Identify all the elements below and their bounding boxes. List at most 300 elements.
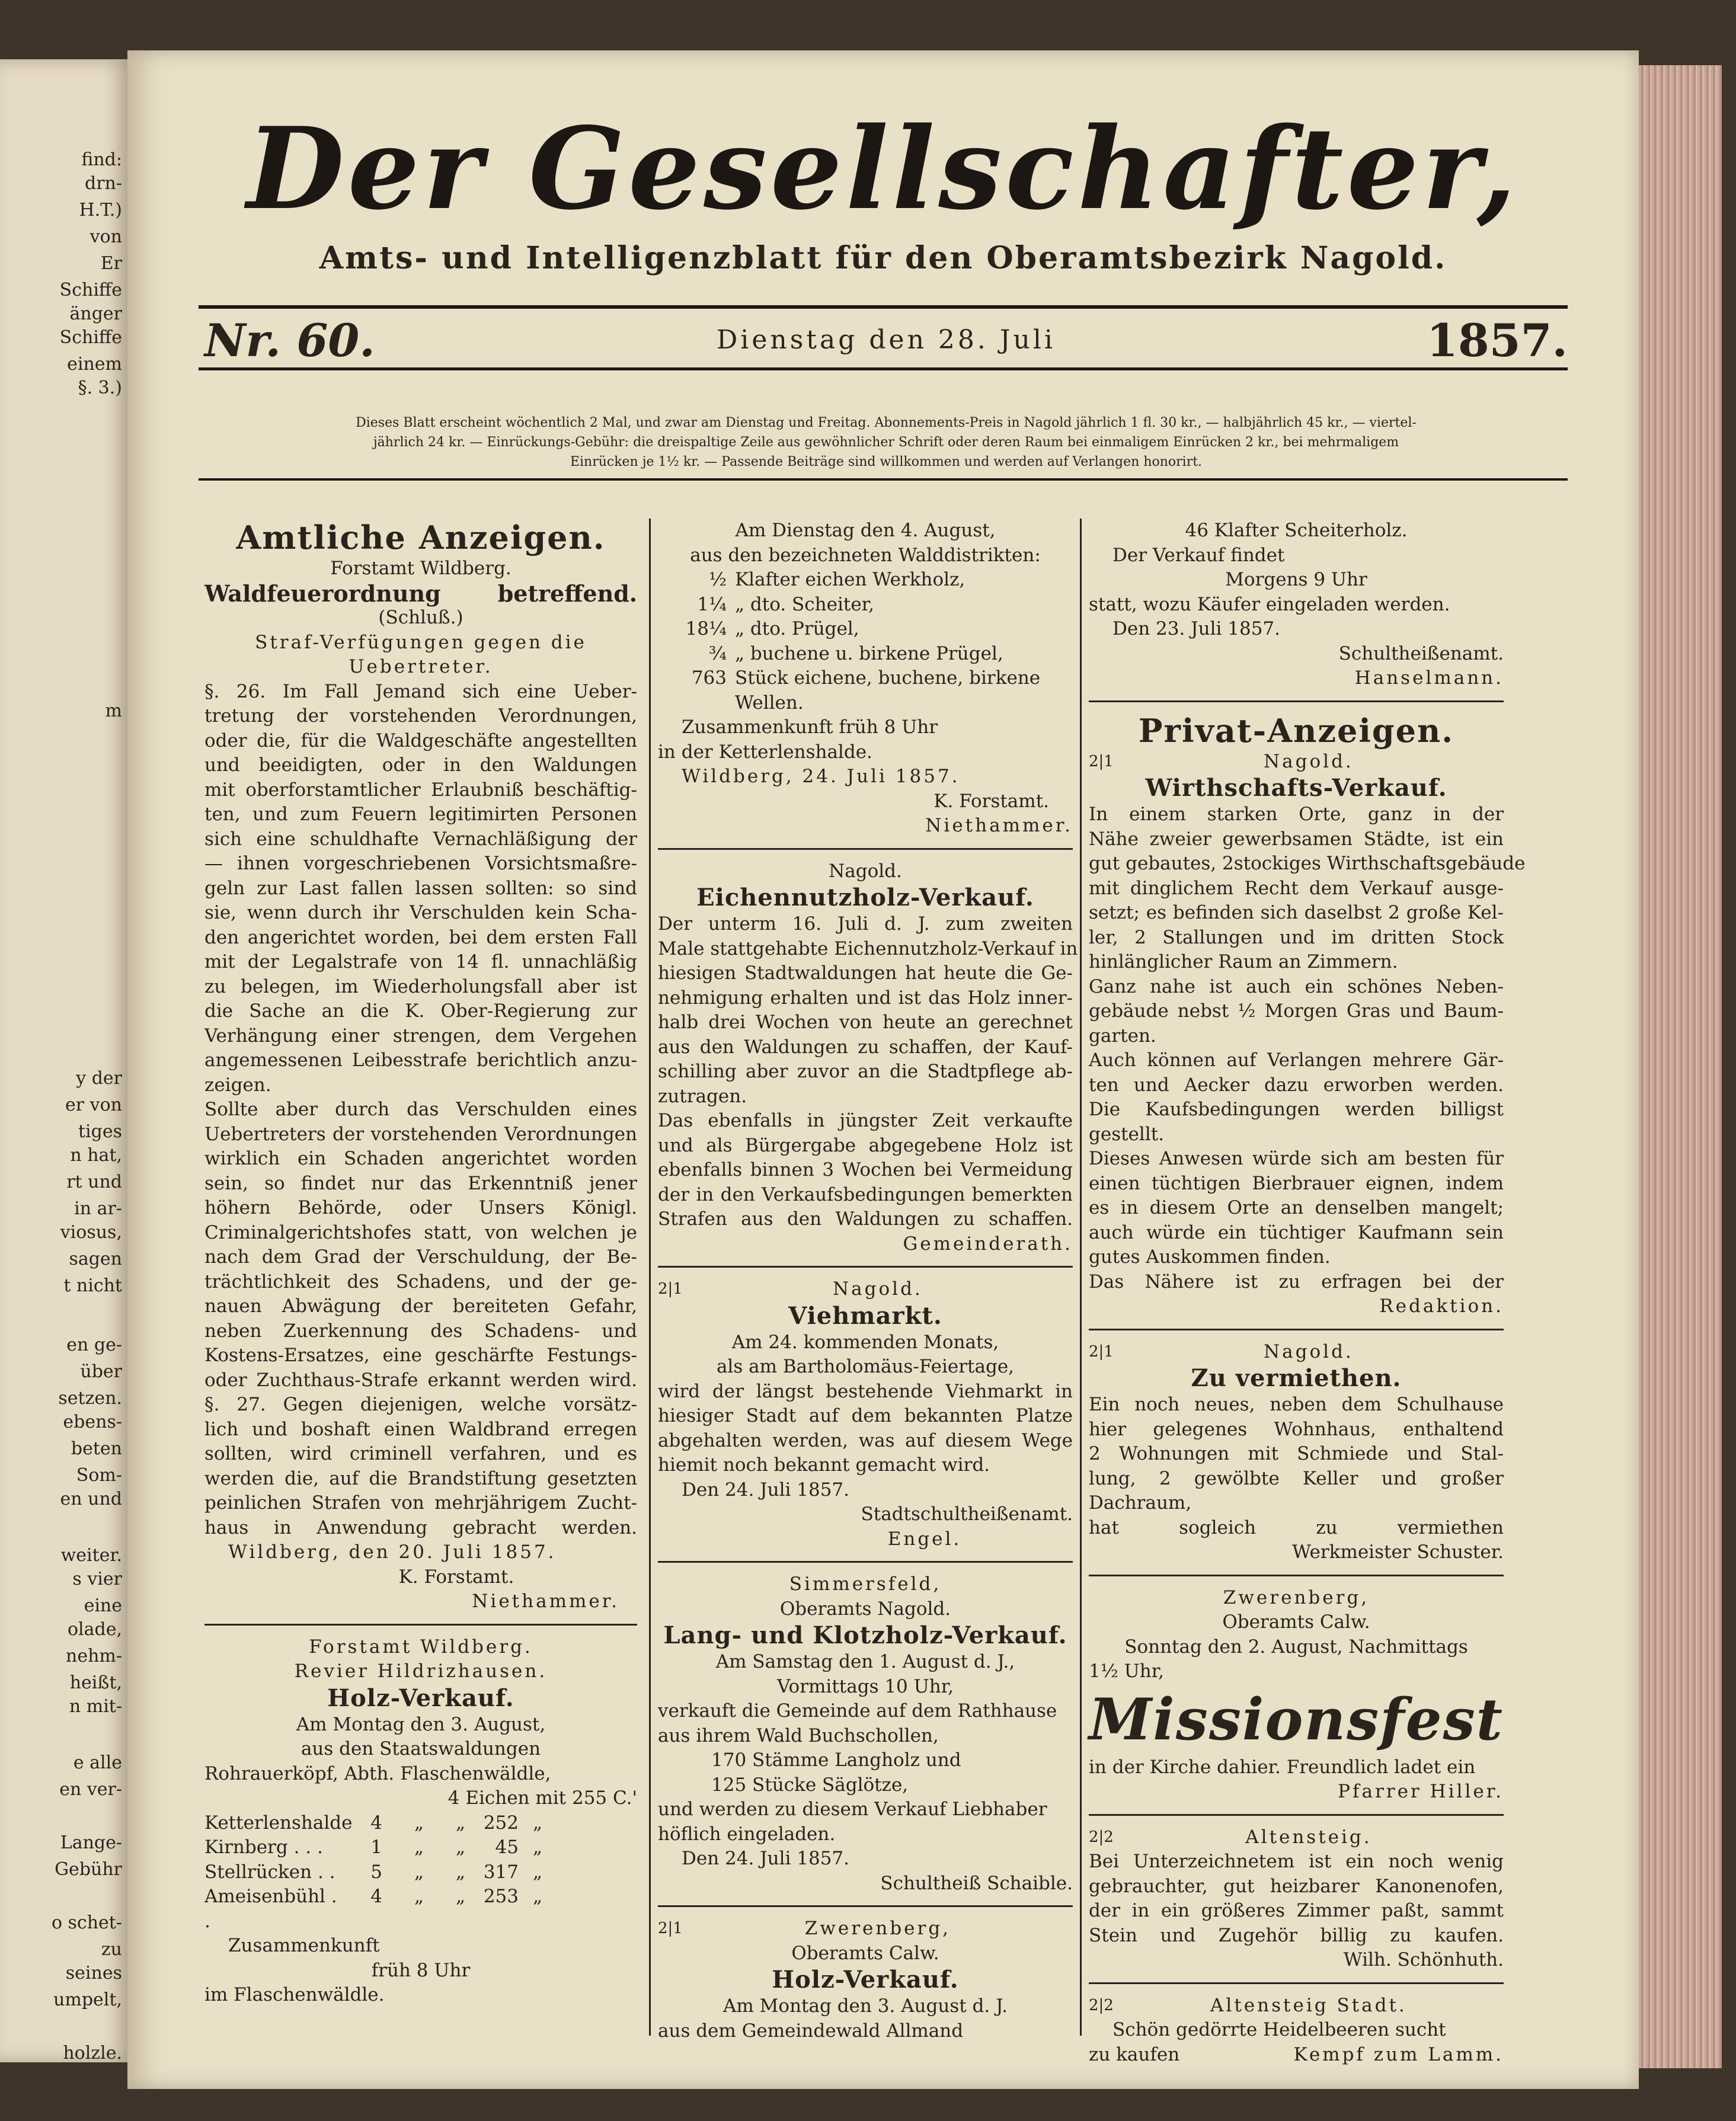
ad-place-row bbox=[658, 1917, 1073, 1941]
left-page-text-fragment: eine bbox=[84, 1595, 122, 1616]
ad-place: Altensteig Stadt. bbox=[1210, 1994, 1407, 2016]
wood-table-cell: „ bbox=[414, 1886, 424, 1907]
imprint-line: Dieses Blatt erscheint wöchentlich 2 Mal, und zwar am Dienstag und Freitag. Abonnements-Preis in Nagold jährlich 1 fl. 30 kr., — halbjährlich 45 kr., — viertel- bbox=[356, 415, 1417, 430]
left-page-text-fragment: n mit- bbox=[69, 1696, 122, 1717]
text-line: mit der Legalstrafe von 14 fl. unnachläßig bbox=[204, 951, 637, 972]
text-line: schilling aber zuvor an die Stadtpflege ab- bbox=[658, 1061, 1073, 1082]
text-line: nach dem Grad der Verschuldung, der Be- bbox=[204, 1246, 637, 1268]
text-line: Strafen aus den Waldungen zu schaffen. bbox=[658, 1208, 1073, 1230]
text-line: ten und Aecker dazu erworben werden. bbox=[1089, 1074, 1504, 1096]
ad-place: Nagold. bbox=[829, 860, 902, 882]
ad-signature: Kempf zum Lamm. bbox=[1293, 2043, 1504, 2065]
wood-table-row bbox=[204, 1860, 637, 1885]
ad-place-row bbox=[1089, 1825, 1504, 1850]
wood-table-cell: „ bbox=[414, 1837, 424, 1858]
issue-number: Nr. 60. bbox=[204, 314, 375, 367]
ad-title: Wirthschafts-Verkauf. bbox=[1145, 774, 1447, 802]
left-page-text-fragment: rt und bbox=[66, 1172, 122, 1192]
text-line: sein, so findet nur das Erkenntniß jener bbox=[204, 1172, 637, 1194]
ad-place-row bbox=[658, 1277, 1073, 1302]
ad-separator bbox=[658, 848, 1073, 850]
masthead-title: Der Gesellschafter, bbox=[247, 103, 1520, 235]
issue-year: 1857. bbox=[1427, 314, 1568, 367]
wood-item-quantity: ½ bbox=[708, 569, 727, 590]
ad-line: aus den Staatswaldungen bbox=[300, 1738, 541, 1759]
left-page-text-fragment: §. 3.) bbox=[78, 378, 122, 398]
ad-mark: 2|1 bbox=[1089, 752, 1114, 770]
ad-line: höflich eingeladen. bbox=[658, 1823, 836, 1845]
wood-item-row bbox=[658, 642, 1073, 667]
ad-line: Wellen. bbox=[735, 692, 804, 714]
left-page-text-fragment: t nicht bbox=[63, 1275, 122, 1296]
text-line: wirklich ein Schaden angerichtet worden bbox=[204, 1148, 637, 1169]
text-line: Uebertreters der vorstehenden Verordnungen bbox=[204, 1123, 637, 1145]
ad-line: Rohrauerköpf, Abth. Flaschenwäldle, bbox=[204, 1762, 551, 1784]
text-line: die Sache an die K. Ober-Regierung zur bbox=[204, 1000, 637, 1022]
left-page-text-fragment: find: bbox=[81, 149, 122, 170]
wood-table-cell: Ketterlenshalde bbox=[204, 1812, 353, 1834]
ad-line-part: zu kaufen bbox=[1089, 2043, 1180, 2065]
text-line: Bei Unterzeichnetem ist ein noch wenig bbox=[1089, 1851, 1504, 1872]
ad-line: in der Kirche dahier. Freundlich ladet ein bbox=[1089, 1756, 1476, 1778]
ad-place: Altensteig. bbox=[1245, 1826, 1372, 1848]
ad-place: Zwerenberg, bbox=[1223, 1586, 1370, 1608]
text-line: nehmigung erhalten und ist das Holz inner- bbox=[658, 987, 1073, 1009]
wood-table-cell: „ bbox=[455, 1837, 465, 1858]
ad-line: als am Bartholomäus-Feiertage, bbox=[716, 1356, 1015, 1377]
text-line: gestellt. bbox=[1089, 1123, 1165, 1145]
ad-subheading: Uebertreter. bbox=[349, 656, 493, 677]
ad-line: im Flaschenwäldle. bbox=[204, 1984, 385, 2005]
ad-line: 4 Eichen mit 255 C.' bbox=[447, 1787, 637, 1809]
text-line: zutragen. bbox=[658, 1085, 747, 1107]
ad-line: Zusammenkunft früh 8 Uhr bbox=[682, 716, 938, 738]
text-line: Ein noch neues, neben dem Schulhause bbox=[1089, 1394, 1504, 1415]
text-line: werden die, auf die Brandstiftung gesetzten bbox=[204, 1467, 637, 1489]
ad-signature: Pfarrer Hiller. bbox=[1338, 1781, 1504, 1802]
ad-place-row bbox=[1089, 750, 1504, 775]
ad-line: Am Dienstag den 4. August, bbox=[735, 520, 996, 541]
ad-line: 1½ Uhr, bbox=[1089, 1661, 1164, 1682]
wood-table-cell: 4 bbox=[370, 1886, 382, 1907]
ad-body bbox=[1089, 1393, 1504, 1540]
text-line: höhern Behörde, oder Unsers Königl. bbox=[204, 1197, 637, 1218]
ad-line: 125 Stücke Säglötze, bbox=[711, 1774, 909, 1796]
ad-signature: Schultheißenamt. bbox=[1338, 642, 1504, 664]
left-page-fragment bbox=[0, 59, 132, 2062]
left-page-text-fragment: sagen bbox=[69, 1249, 122, 1269]
text-line: sie, wenn durch ihr Verschulden kein Scha- bbox=[204, 902, 637, 923]
ad-line bbox=[1089, 2043, 1504, 2068]
issue-row bbox=[204, 314, 1568, 367]
left-page-text-fragment: holzle. bbox=[63, 2043, 122, 2064]
ad-signature: Redaktion. bbox=[1379, 1295, 1504, 1317]
wood-table-cell: 1 bbox=[370, 1837, 382, 1858]
wood-item-row bbox=[658, 617, 1073, 642]
ad-separator bbox=[1089, 1329, 1504, 1330]
ad-signature: Gemeinderath. bbox=[903, 1233, 1073, 1255]
ad-line: in der Ketterlenshalde. bbox=[658, 741, 872, 763]
text-line: Criminalgerichtshofes statt, von welchen je bbox=[204, 1221, 637, 1243]
left-page-text-fragment: tiges bbox=[78, 1121, 122, 1142]
left-page-text-fragment: Gebühr bbox=[55, 1859, 122, 1880]
left-page-text-fragment: heißt, bbox=[69, 1672, 122, 1693]
text-line: garten. bbox=[1089, 1025, 1156, 1047]
left-page-text-fragment: Er bbox=[100, 253, 122, 274]
wood-table-cell: Ameisenbühl . . bbox=[204, 1886, 337, 1932]
ad-signature: Wilh. Schönhuth. bbox=[1343, 1949, 1504, 1970]
wood-table-cell: „ bbox=[532, 1886, 542, 1907]
text-line: mit oberforstamtlicher Erlaubniß beschäftig- bbox=[204, 779, 637, 801]
left-page-text-fragment: e alle bbox=[73, 1752, 122, 1773]
text-line: gutes Auskommen finden. bbox=[1089, 1246, 1331, 1268]
masthead-subtitle: Amts- und Intelligenzblatt für den Oberamtsbezirk Nagold. bbox=[319, 240, 1447, 276]
text-line: auch würde ein tüchtiger Kaufmann sein bbox=[1089, 1221, 1504, 1243]
left-page-text-fragment: n hat, bbox=[70, 1145, 122, 1166]
ad-place: Nagold. bbox=[1264, 750, 1354, 772]
ad-line: 170 Stämme Langholz und bbox=[711, 1749, 961, 1771]
wood-item-desc: Klafter eichen Werkholz, bbox=[735, 569, 965, 590]
left-page-text-fragment: en und bbox=[60, 1489, 122, 1509]
column-divider bbox=[649, 519, 651, 2036]
ad-title: Holz-Verkauf. bbox=[327, 1684, 514, 1712]
ad-line: Am Samstag den 1. August d. J., bbox=[715, 1651, 1015, 1672]
ad-mark: 2|2 bbox=[1089, 1996, 1114, 2014]
text-line: mit dinglichem Recht dem Verkauf ausge- bbox=[1089, 877, 1504, 899]
masthead bbox=[127, 103, 1639, 276]
wood-table-cell: „ bbox=[455, 1886, 465, 1907]
ad-line: Morgens 9 Uhr bbox=[1225, 569, 1367, 590]
imprint-line: Einrücken je 1½ kr. — Passende Beiträge sind willkommen und werden auf Verlangen honorirt. bbox=[570, 455, 1203, 469]
text-line: Ganz nahe ist auch ein schönes Neben- bbox=[1089, 975, 1504, 997]
left-page-text-fragment: H.T.) bbox=[79, 200, 122, 220]
text-line: und beeidigten, oder in den Waldungen bbox=[204, 754, 637, 776]
left-page-text-fragment: viosus, bbox=[60, 1222, 122, 1243]
text-line: und als Bürgergabe abgegebene Holz ist bbox=[658, 1134, 1073, 1156]
ad-title: Holz-Verkauf. bbox=[772, 1966, 959, 1994]
ad-body bbox=[1089, 1850, 1504, 1948]
rule-top bbox=[199, 305, 1568, 309]
left-page-text-fragment: seines bbox=[65, 1963, 122, 1984]
ad-line: 46 Klafter Scheiterholz. bbox=[1185, 520, 1408, 541]
left-page-text-fragment: en ge- bbox=[66, 1335, 122, 1355]
wood-item-row bbox=[658, 666, 1073, 691]
ad-separator bbox=[1089, 700, 1504, 702]
wood-item-desc: Stück eichene, buchene, birkene bbox=[735, 667, 1041, 689]
wood-table-cell: 252 bbox=[483, 1812, 519, 1834]
text-line: hiemit noch bekannt gemacht wird. bbox=[658, 1454, 990, 1476]
ad-line: Vormittags 10 Uhr, bbox=[777, 1675, 954, 1697]
left-page-text-fragment: beten bbox=[71, 1438, 122, 1459]
text-line: sollten, wird criminell verfahren, und es bbox=[204, 1443, 637, 1464]
ad-signature: Niethammer. bbox=[472, 1591, 619, 1612]
missionsfest-headline: Missionsfest bbox=[1089, 1685, 1504, 1753]
wood-table-row bbox=[204, 1885, 637, 1934]
text-line: ebenfalls binnen 3 Wochen bei Vermeidung bbox=[658, 1159, 1073, 1181]
column-2 bbox=[658, 519, 1078, 2043]
ad-mark: 2|1 bbox=[1089, 1342, 1114, 1361]
ad-separator bbox=[204, 1624, 637, 1626]
left-page-text-fragment: y der bbox=[76, 1068, 122, 1089]
ad-line: Am 24. kommenden Monats, bbox=[731, 1331, 999, 1353]
ad-place: Oberamts Calw. bbox=[1222, 1611, 1370, 1633]
ad-place: Zwerenberg, bbox=[804, 1918, 951, 1939]
ad-signature: Hanselmann. bbox=[1354, 667, 1504, 689]
wood-item-quantity: ¾ bbox=[708, 642, 727, 664]
column-3 bbox=[1089, 519, 1526, 2067]
left-page-text-fragment: er von bbox=[65, 1095, 122, 1115]
ad-line: früh 8 Uhr bbox=[371, 1959, 471, 1981]
left-page-text-fragment: einem bbox=[67, 354, 122, 375]
text-line: Nähe zweier gewerbsamen Städte, ist ein bbox=[1089, 828, 1504, 850]
ad-line: aus den bezeichneten Walddistrikten: bbox=[690, 544, 1041, 566]
text-line: hiesigen Stadtwaldungen hat heute die Ge- bbox=[658, 962, 1073, 984]
ad-date: Wildberg, den 20. Juli 1857. bbox=[228, 1541, 557, 1563]
section-heading-official: Amtliche Anzeigen. bbox=[236, 519, 606, 556]
text-line: abgehalten werden, was auf diesem Wege bbox=[658, 1429, 1073, 1451]
text-line: In einem starken Orte, ganz in der bbox=[1089, 804, 1504, 825]
ad-line: Zusammenkunft bbox=[228, 1935, 380, 1956]
left-page-text-fragment: o schet- bbox=[51, 1912, 122, 1933]
wood-table-cell: „ bbox=[532, 1837, 542, 1858]
ad-date: Wildberg, 24. Juli 1857. bbox=[682, 766, 960, 787]
text-line: der in ein größeres Zimmer paßt, sammt bbox=[1089, 1900, 1504, 1921]
text-line: der in den Verkaufsbedingungen bemerkten bbox=[658, 1183, 1073, 1205]
ad-body bbox=[658, 912, 1078, 1232]
ad-signature: Werkmeister Schuster. bbox=[1292, 1541, 1504, 1563]
ad-title-right: betreffend. bbox=[497, 580, 637, 607]
ad-signature: Engel. bbox=[887, 1528, 962, 1550]
column-divider bbox=[1080, 519, 1082, 2036]
text-line: nauen Abwägung der bereiteten Gefahr, bbox=[204, 1295, 637, 1317]
wood-item-desc: „ dto. Prügel, bbox=[735, 618, 859, 639]
text-line: geln zur Last fallen lassen sollten: so sind bbox=[204, 877, 637, 899]
ad-line: Der Verkauf findet bbox=[1112, 544, 1285, 566]
text-line: Auch können auf Verlangen mehrere Gär- bbox=[1089, 1050, 1504, 1071]
ad-note: (Schluß.) bbox=[378, 607, 463, 628]
wood-item-quantity: 763 bbox=[691, 667, 727, 689]
text-line: neben Zuerkennung des Schadens- und bbox=[204, 1320, 637, 1342]
ad-line: Am Montag den 3. August d. J. bbox=[723, 1995, 1008, 2017]
ad-place: Oberamts Calw. bbox=[791, 1942, 939, 1964]
ad-place-row bbox=[1089, 1994, 1504, 2018]
text-line: gebäude nebst ½ Morgen Gras und Baum- bbox=[1089, 1000, 1504, 1022]
ad-signature: Niethammer. bbox=[925, 815, 1073, 836]
wood-table-cell: 45 bbox=[495, 1837, 519, 1858]
left-page-text-fragment: änger bbox=[69, 303, 122, 324]
column-1 bbox=[204, 519, 637, 2008]
ad-place: Forstamt Wildberg. bbox=[330, 558, 511, 579]
text-line: Stein und Zugehör billig zu kaufen. bbox=[1089, 1924, 1504, 1946]
left-page-text-fragment: zu bbox=[101, 1939, 122, 1960]
ad-date: Den 24. Juli 1857. bbox=[682, 1479, 849, 1501]
ad-line: Am Montag den 3. August, bbox=[296, 1713, 546, 1735]
imprint bbox=[204, 413, 1568, 472]
text-line: Sollte aber durch das Verschulden eines bbox=[204, 1099, 637, 1120]
text-line: §. 27. Gegen diejenigen, welche vorsätz- bbox=[204, 1394, 637, 1415]
wood-table-cell: 4 bbox=[370, 1812, 382, 1834]
ad-mark: 2|1 bbox=[658, 1280, 683, 1298]
ad-separator bbox=[1089, 1814, 1504, 1816]
ad-place: Revier Hildrizhausen. bbox=[294, 1661, 548, 1682]
text-line: es in diesem Orte an denselben mangelt; bbox=[1089, 1197, 1504, 1218]
text-line: Die Kaufsbedingungen werden billigst bbox=[1089, 1099, 1504, 1120]
ad-place: Nagold. bbox=[1264, 1341, 1354, 1362]
ad-date: Den 23. Juli 1857. bbox=[1112, 618, 1280, 639]
wood-table-cell: „ bbox=[455, 1861, 465, 1883]
text-line: oder Zuchthaus-Strafe erkannt werden wird. bbox=[204, 1369, 637, 1391]
wood-table-row bbox=[204, 1835, 637, 1860]
ad-separator bbox=[1089, 1982, 1504, 1984]
ad-place: Forstamt Wildberg. bbox=[309, 1636, 533, 1658]
text-line: lung, 2 gewölbte Keller und großer bbox=[1089, 1467, 1504, 1489]
ad-mark: 2|2 bbox=[1089, 1828, 1114, 1846]
left-page-text-fragment: umpelt, bbox=[53, 1989, 122, 2010]
text-line: hinlänglicher Raum an Zimmern. bbox=[1089, 951, 1398, 972]
rule-mid bbox=[199, 367, 1568, 370]
text-line: Verhängung einer strengen, dem Vergehen bbox=[204, 1025, 637, 1047]
left-page-text-fragment: setzen. bbox=[58, 1388, 122, 1409]
text-line: gebrauchter, gut heizbarer Kanonenofen, bbox=[1089, 1875, 1504, 1897]
ad-signature: K. Forstamt. bbox=[398, 1566, 514, 1588]
ad-place: Nagold. bbox=[833, 1278, 923, 1300]
wood-table-row bbox=[204, 1811, 637, 1836]
ad-body bbox=[204, 680, 637, 1541]
ad-subheading: Straf-Verfügungen gegen die bbox=[255, 631, 587, 653]
left-page-text-fragment: drn- bbox=[84, 173, 122, 194]
wood-item-quantity: 18¼ bbox=[685, 618, 727, 639]
text-line: Kostens-Ersatzes, eine geschärfte Festungs- bbox=[204, 1345, 637, 1366]
ad-place-row bbox=[1089, 1340, 1504, 1365]
ad-signature: Schultheiß Schaible. bbox=[880, 1872, 1073, 1894]
left-page-text-fragment: weiter. bbox=[60, 1545, 122, 1566]
left-page-text-fragment: ebens- bbox=[63, 1412, 122, 1432]
left-page-text-fragment: Schiffe bbox=[59, 280, 122, 300]
text-line: Der unterm 16. Juli d. J. zum zweiten bbox=[658, 913, 1073, 935]
ad-title: Eichennutzholz-Verkauf. bbox=[696, 884, 1034, 911]
text-line: tretung der vorstehenden Verordnungen, bbox=[204, 705, 637, 727]
rule-bottom bbox=[199, 478, 1568, 481]
text-line: setzt; es befinden sich daselbst 2 große Kel- bbox=[1089, 902, 1504, 923]
wood-table-cell: Stellrücken . . bbox=[204, 1861, 335, 1883]
wood-table-cell: „ bbox=[414, 1812, 424, 1834]
left-page-text-fragment: s vier bbox=[72, 1569, 122, 1589]
text-line: halb drei Wochen von heute an gerechnet bbox=[658, 1012, 1073, 1033]
wood-table-cell: „ bbox=[532, 1812, 542, 1834]
text-line: haus in Anwendung gebracht werden. bbox=[204, 1517, 637, 1538]
left-page-text-fragment: von bbox=[89, 226, 122, 247]
left-page-text-fragment: olade, bbox=[67, 1619, 122, 1640]
text-line: Das ebenfalls in jüngster Zeit verkaufte bbox=[658, 1110, 1073, 1131]
ad-body bbox=[658, 1380, 1073, 1478]
wood-table-cell: „ bbox=[532, 1861, 542, 1883]
text-line: hiesiger Stadt auf dem bekannten Platze bbox=[658, 1405, 1073, 1426]
left-page-text-fragment: Lange- bbox=[60, 1832, 122, 1853]
text-line: gut gebautes, 2stockiges Wirthschaftsgebäude bbox=[1089, 853, 1526, 874]
ad-body bbox=[1089, 802, 1526, 1294]
ad-line: und werden zu diesem Verkauf Liebhaber bbox=[658, 1799, 1047, 1820]
text-line: sich eine schuldhafte Vernachläßigung der bbox=[204, 828, 637, 850]
ad-line: verkauft die Gemeinde auf dem Rathhause bbox=[658, 1700, 1057, 1722]
ad-line: Schön gedörrte Heidelbeeren sucht bbox=[1112, 2019, 1446, 2040]
text-line: wird der längst bestehende Viehmarkt in bbox=[658, 1380, 1073, 1402]
ad-title-left: Waldfeuerordnung bbox=[204, 580, 441, 607]
ad-separator bbox=[1089, 1575, 1504, 1576]
ad-mark: 2|1 bbox=[658, 1920, 683, 1937]
text-line: oder die, für die Waldgeschäfte angestellten bbox=[204, 730, 637, 751]
text-line: — ihnen vorgeschriebenen Vorsichtsmaßre- bbox=[204, 853, 637, 874]
left-page-text-fragment: m bbox=[105, 700, 122, 721]
wood-table-cell: 253 bbox=[483, 1886, 519, 1907]
ad-title bbox=[204, 581, 637, 606]
wood-item-quantity: 1¼ bbox=[697, 593, 727, 615]
text-line: hat sogleich zu vermiethen bbox=[1089, 1517, 1504, 1538]
imprint-line: jährlich 24 kr. — Einrückungs-Gebühr: die dreispaltige Zeile aus gewöhnlicher Schrift oder deren Raum bei einmaligem Einrücken 2 kr., bei mehrmaligem bbox=[373, 435, 1399, 450]
text-line: Das Nähere ist zu erfragen bei der bbox=[1089, 1271, 1504, 1293]
wood-table-cell: 317 bbox=[483, 1861, 519, 1883]
left-page-text-fragment: in ar- bbox=[74, 1198, 122, 1219]
wood-table bbox=[204, 1811, 637, 1934]
issue-date: Dienstag den 28. Juli bbox=[717, 325, 1056, 355]
wood-item-desc: „ dto. Scheiter, bbox=[735, 593, 874, 615]
text-line: peinlichen Strafen von mehrjährigem Zucht- bbox=[204, 1492, 637, 1514]
left-page-text-fragment: nehm- bbox=[66, 1646, 122, 1666]
text-line: zu belegen, im Wiederholungsfall aber ist bbox=[204, 975, 637, 997]
text-line: angemessenen Leibesstrafe berichtlich anzu- bbox=[204, 1050, 637, 1071]
ad-place: Simmersfeld, bbox=[789, 1573, 942, 1595]
wood-table-cell: „ bbox=[455, 1812, 465, 1834]
text-line: §. 26. Im Fall Jemand sich eine Ueber- bbox=[204, 680, 637, 702]
ad-date: Den 24. Juli 1857. bbox=[682, 1848, 849, 1869]
text-line: ler, 2 Stallungen und im dritten Stock bbox=[1089, 926, 1504, 948]
ad-signature: Stadtschultheißenamt. bbox=[861, 1503, 1073, 1525]
wood-table-cell: Kirnberg . . . bbox=[204, 1837, 323, 1858]
section-heading-private: Privat-Anzeigen. bbox=[1138, 711, 1454, 750]
text-line: einen tüchtigen Bierbrauer eignen, indem bbox=[1089, 1172, 1504, 1194]
book-page-edges bbox=[1639, 65, 1722, 2068]
ad-place: Oberamts Nagold. bbox=[779, 1598, 951, 1620]
ad-line: aus ihrem Wald Buchschollen, bbox=[658, 1725, 939, 1746]
wood-item-row bbox=[658, 568, 1073, 593]
text-line: aus den Waldungen zu schaffen, der Kauf- bbox=[658, 1036, 1073, 1058]
text-line: zeigen. bbox=[204, 1074, 271, 1096]
left-page-text-fragment: Schiffe bbox=[59, 327, 122, 348]
newspaper-page bbox=[127, 50, 1639, 2089]
text-line: 2 Wohnungen mit Schmiede und Stal- bbox=[1089, 1443, 1504, 1464]
text-line: Dieses Anwesen würde sich am besten für bbox=[1089, 1148, 1504, 1169]
ad-line: statt, wozu Käufer eingeladen werden. bbox=[1089, 593, 1450, 615]
wood-item-desc: „ buchene u. birkene Prügel, bbox=[735, 642, 1003, 664]
ad-title: Zu vermiethen. bbox=[1191, 1364, 1402, 1392]
ad-line: Sonntag den 2. August, Nachmittags bbox=[1124, 1636, 1468, 1658]
left-page-text-fragment: en ver- bbox=[59, 1779, 122, 1800]
text-line: lich und boshaft einen Waldbrand erregen bbox=[204, 1418, 637, 1440]
ad-separator bbox=[658, 1905, 1073, 1907]
left-page-text-fragment: Som- bbox=[76, 1465, 122, 1486]
text-line: Male stattgehabte Eichennutzholz-Verkauf in bbox=[658, 938, 1078, 959]
text-line: Dachraum, bbox=[1089, 1492, 1192, 1514]
wood-items bbox=[658, 568, 1073, 691]
ad-title: Lang- und Klotzholz-Verkauf. bbox=[663, 1621, 1067, 1649]
ad-line: aus dem Gemeindewald Allmand bbox=[658, 2020, 964, 2042]
text-line: trächtlichkeit des Schadens, und der ge- bbox=[204, 1271, 637, 1293]
ad-separator bbox=[658, 1561, 1073, 1563]
ad-separator bbox=[658, 1266, 1073, 1268]
wood-table-cell: 5 bbox=[370, 1861, 382, 1883]
ad-title: Viehmarkt. bbox=[788, 1301, 942, 1330]
wood-table-cell: „ bbox=[414, 1861, 424, 1883]
text-line: den angerichtet worden, bei dem ersten Fall bbox=[204, 926, 637, 948]
